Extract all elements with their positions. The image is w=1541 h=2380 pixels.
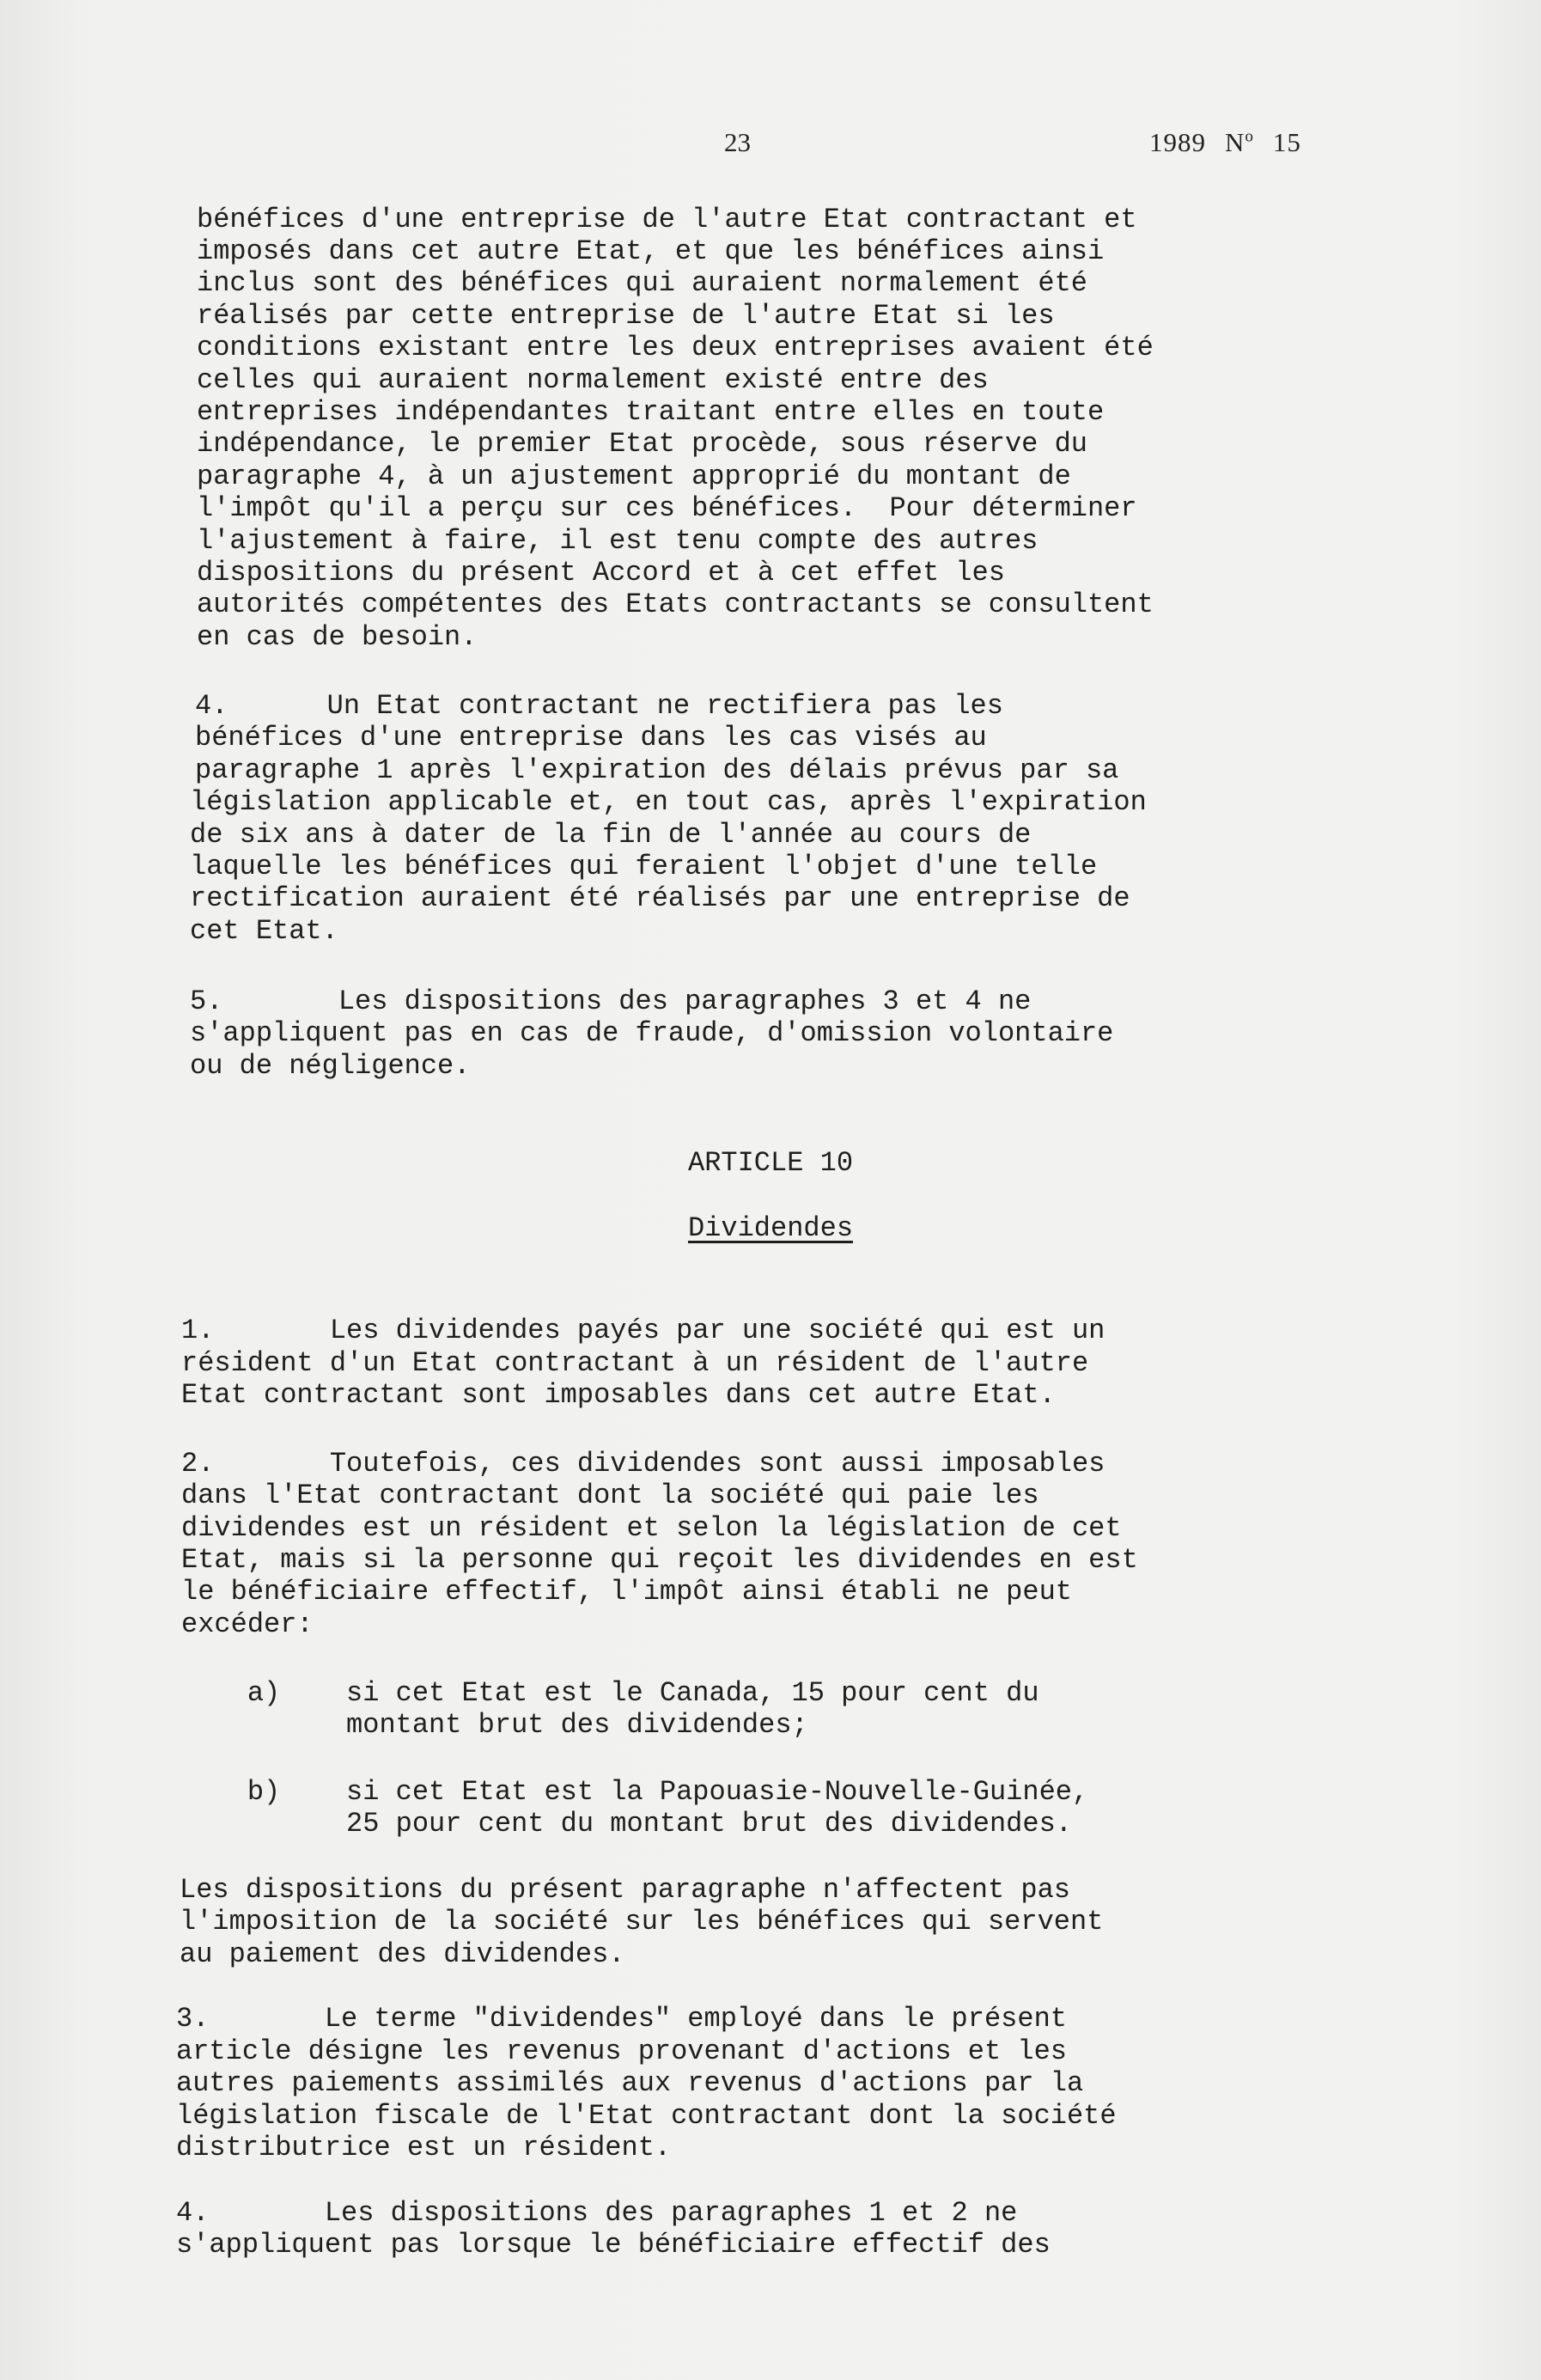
article-title: ARTICLE 10 <box>687 1147 854 1179</box>
text-line: de six ans à dater de la fin de l'année au cours de <box>190 819 1032 851</box>
text-line: paragraphe 1 après l'expiration des délais prévus par sa <box>195 754 1119 786</box>
list-item-a: a) si cet Etat est le Canada, 15 pour cent du <box>181 1677 1039 1709</box>
text-line: cet Etat. <box>190 915 338 947</box>
text-line: bénéfices d'une entreprise de l'autre Etat contractant et <box>197 204 1137 235</box>
text-line: 5. Les dispositions des paragraphes 3 et 4 ne <box>190 986 1032 1017</box>
page-number: 23 <box>724 127 751 157</box>
text-line: dans l'Etat contractant dont la société qui paie les <box>181 1480 1039 1511</box>
text-line: le bénéficiaire effectif, l'impôt ainsi établi ne peut <box>181 1576 1072 1608</box>
text-line: inclus sont des bénéfices qui auraient normalement été <box>197 267 1087 299</box>
text-line: l'impôt qu'il a perçu sur ces bénéfices. Pour déterminer <box>197 492 1137 524</box>
text-line: l'imposition de la société sur les bénéfices qui servent <box>180 1906 1104 1938</box>
year: 1989 <box>1149 127 1206 157</box>
text-line: laquelle les bénéfices qui feraient l'objet d'une telle <box>190 851 1098 882</box>
text-line: imposés dans cet autre Etat, et que les bénéfices ainsi <box>197 235 1105 267</box>
text-line: au paiement des dividendes. <box>180 1938 625 1970</box>
text-line: dividendes est un résident et selon la législation de cet <box>181 1512 1122 1544</box>
text-line: rectification auraient été réalisés par une entreprise de <box>190 882 1130 914</box>
text-line: autorités compétentes des Etats contractants se consultent <box>197 589 1154 620</box>
text-line: paragraphe 4, à un ajustement approprié du montant de <box>197 461 1071 492</box>
text-line: législation applicable et, en tout cas, après l'expiration <box>190 786 1147 818</box>
text-line: dispositions du présent Accord et à cet effet les <box>197 557 1005 589</box>
text-line: excéder: <box>181 1608 314 1640</box>
text-line: article désigne les revenus provenant d'actions et les <box>176 2035 1067 2067</box>
text-line: montant brut des dividendes; <box>181 1709 808 1741</box>
text-line: 25 pour cent du montant brut des dividendes. <box>181 1808 1072 1840</box>
list-item-b: b) si cet Etat est la Papouasie-Nouvelle-Guinée, <box>181 1776 1089 1808</box>
number-label: $N^o$ <box>1225 127 1254 157</box>
text-line: 1. Les dividendes payés par une société qui est un <box>181 1315 1106 1346</box>
text-line: Les dispositions du présent paragraphe n'affectent pas <box>180 1874 1070 1906</box>
document-reference <box>1149 127 1301 158</box>
text-line: autres paiements assimilés aux revenus d'actions par la <box>176 2067 1084 2099</box>
text-line: en cas de besoin. <box>197 621 478 653</box>
text-line: celles qui auraient normalement existé entre des <box>197 364 989 396</box>
text-line: réalisés par cette entreprise de l'autre Etat si les <box>197 300 1055 332</box>
text-line: entreprises indépendantes traitant entre elles en toute <box>197 396 1105 428</box>
text-line: distributrice est un résident. <box>176 2132 672 2163</box>
text-line: s'appliquent pas lorsque le bénéficiaire effectif des <box>176 2229 1051 2261</box>
text-line: 4. Les dispositions des paragraphes 1 et 2 ne <box>176 2197 1018 2229</box>
number-value: 15 <box>1272 127 1301 157</box>
text-line: Etat, mais si la personne qui reçoit les dividendes en est <box>181 1544 1138 1576</box>
text-line: 2. Toutefois, ces dividendes sont aussi imposables <box>181 1448 1106 1480</box>
text-line: 4. Un Etat contractant ne rectifiera pas les <box>195 690 1003 722</box>
text-line: ou de négligence. <box>190 1050 471 1082</box>
section-heading: Dividendes <box>687 1212 854 1244</box>
text-line: Etat contractant sont imposables dans cet autre Etat. <box>181 1379 1056 1411</box>
text-line: s'appliquent pas en cas de fraude, d'omission volontaire <box>190 1017 1114 1049</box>
text-line: 3. Le terme "dividendes" employé dans le présent <box>176 2003 1067 2035</box>
text-line: bénéfices d'une entreprise dans les cas visés au <box>195 722 987 754</box>
text-line: indépendance, le premier Etat procède, sous réserve du <box>197 428 1087 460</box>
text-line: conditions existant entre les deux entreprises avaient été <box>197 332 1154 363</box>
text-line: l'ajustement à faire, il est tenu compte des autres <box>197 525 1038 557</box>
text-line: résident d'un Etat contractant à un résident de l'autre <box>181 1347 1089 1379</box>
text-line: législation fiscale de l'Etat contractant dont la société <box>176 2100 1117 2132</box>
